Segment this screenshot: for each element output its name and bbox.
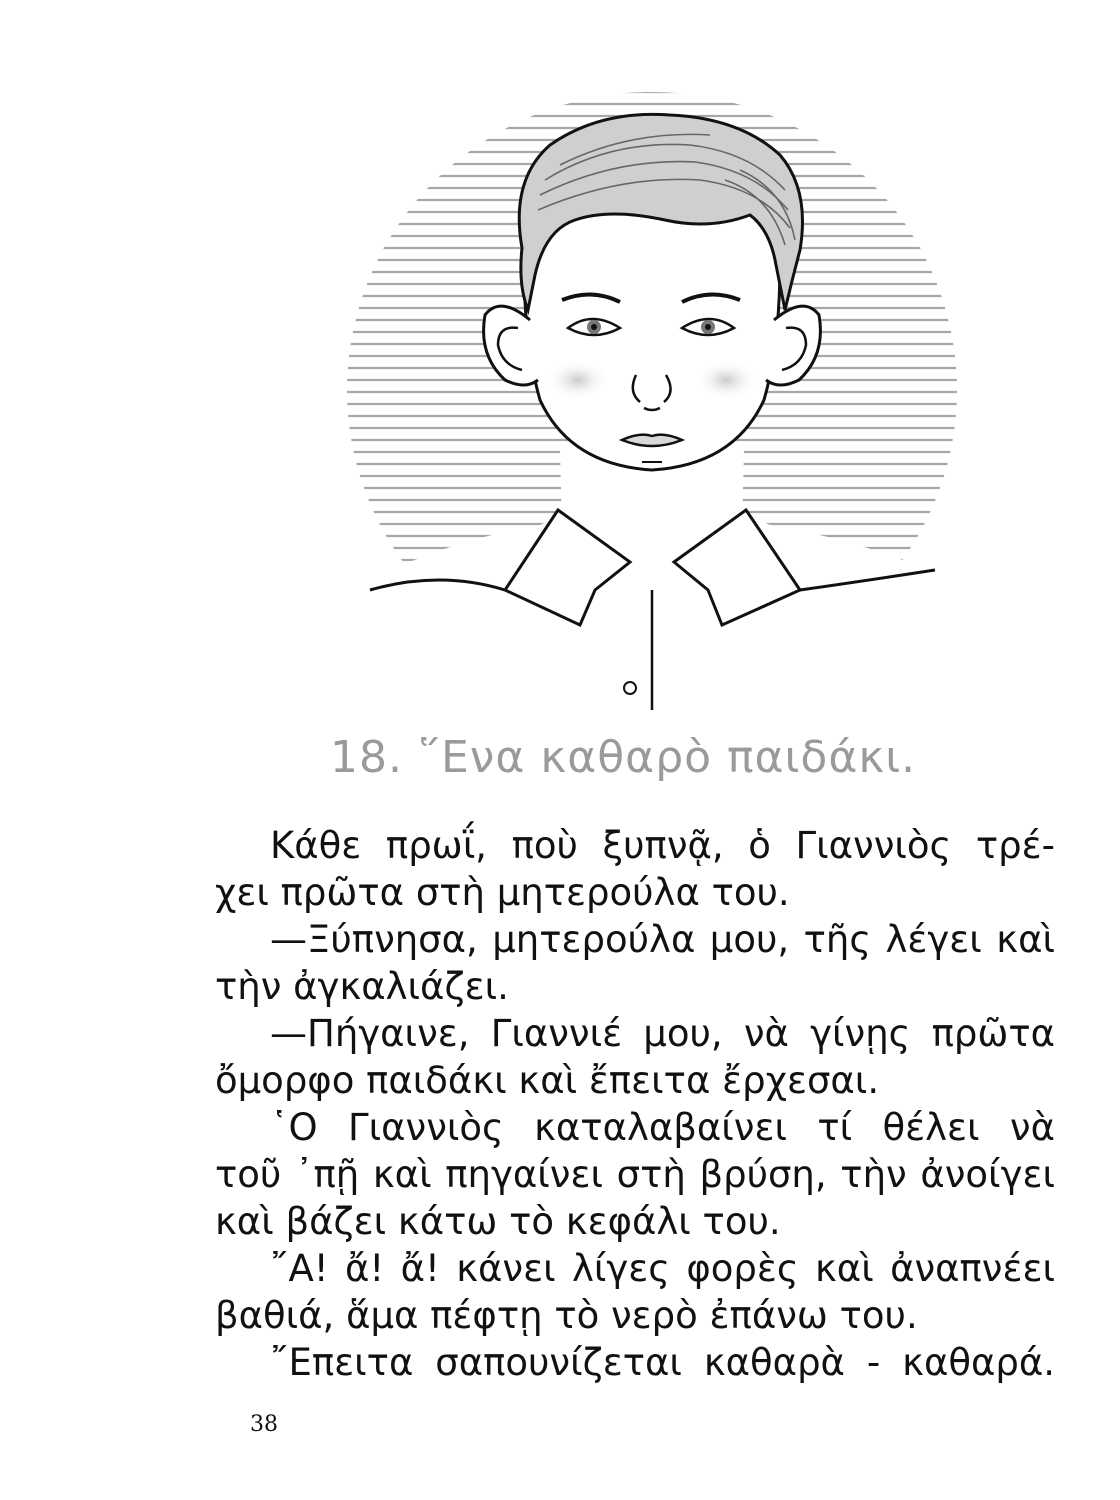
text-line: τοῦ ᾿πῇ καὶ πηγαίνει στὴ βρύση, τὴν ἀνοίγει <box>215 1153 1055 1196</box>
lesson-title: 18. ῞Ενα καθαρὸ παιδάκι. <box>330 732 917 783</box>
left-ear <box>484 306 538 385</box>
lesson-text <box>215 822 1055 1386</box>
text-line: —Πήγαινε, Γιαννιέ μου, νὰ γίνῃς πρῶτα <box>270 1012 1055 1055</box>
boy-portrait-illustration <box>330 70 970 710</box>
text-line: ῾Ο Γιαννιὸς καταλαβαίνει τί θέλει νὰ <box>270 1106 1055 1149</box>
text-line: χει πρῶτα στὴ μητερούλα του. <box>215 871 790 914</box>
text-line: βαθιά, ἅμα πέφτῃ τὸ νερὸ ἐπάνω του. <box>215 1294 918 1337</box>
left-cheek <box>546 360 610 400</box>
right-cheek <box>694 360 758 400</box>
page-number: 38 <box>250 1412 278 1437</box>
text-line: —Ξύπνησα, μητερούλα μου, τῆς λέγει καὶ <box>270 918 1055 961</box>
face <box>524 188 780 470</box>
text-line: τὴν ἀγκαλιάζει. <box>215 965 509 1008</box>
text-line: Κάθε πρωΐ, ποὺ ξυπνᾷ, ὁ Γιαννιὸς τρέ- <box>270 824 1055 867</box>
text-line: ῎Α! ἄ! ἄ! κάνει λίγες φορὲς καὶ ἀναπνέει <box>270 1247 1055 1290</box>
text-line: καὶ βάζει κάτω τὸ κεφάλι του. <box>215 1200 781 1243</box>
text-line: ὄμορφο παιδάκι καὶ ἔπειτα ἔρχεσαι. <box>215 1059 880 1102</box>
text-line: ῎Επειτα σαπουνίζεται καθαρὰ - καθαρά. <box>270 1341 1055 1384</box>
right-ear <box>766 306 820 385</box>
mouth <box>622 435 682 446</box>
shirt-button <box>624 682 636 694</box>
